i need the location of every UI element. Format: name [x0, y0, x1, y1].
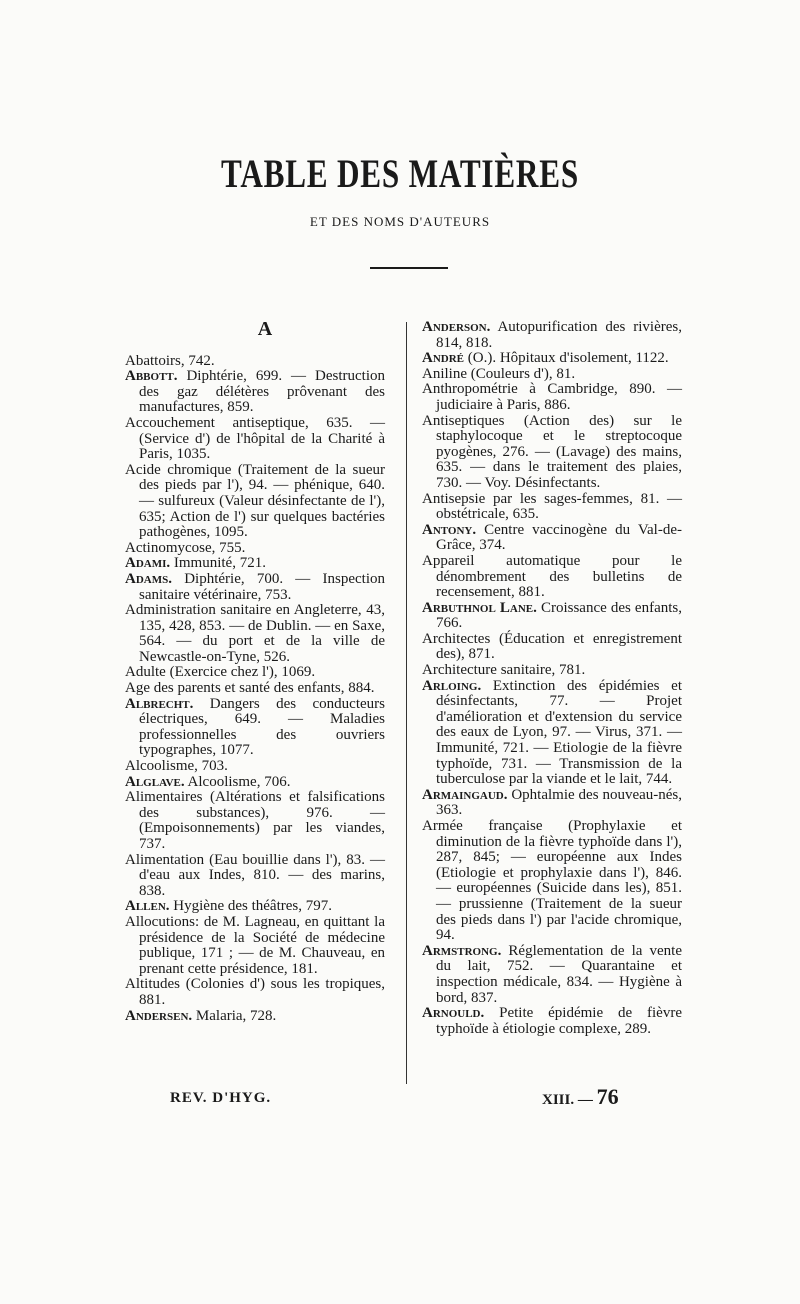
- right-column: [422, 320, 682, 1037]
- entry-author: Arloing.: [422, 677, 482, 694]
- footer-volume: XIII. —: [542, 1092, 593, 1108]
- entry-text: Armée française (Prophylaxie et diminution de la fièvre typhoïde dans l'), 287, 845; — européenne aux Indes (Etiologie et prophylaxie dans l'), 846. — européennes (Suicide dans les), 851. — prussienne (Traitement de la sueur des pieds dans l') par l'acide chromique, 94.: [422, 818, 682, 944]
- entry-author: Allen.: [125, 898, 170, 915]
- entry-text: Alimentation (Eau bouillie dans l'), 83. — d'eau aux Indes, 810. — des marins, 838.: [125, 851, 385, 899]
- index-entry: [422, 819, 682, 944]
- entry-text: Administration sanitaire en Angleterre, 43, 135, 428, 853. — de Dublin. — en Saxe, 564. — du port et de la ville de Newcastle-on-Tyne, 526.: [125, 602, 385, 665]
- entry-text: Antiseptiques (Action des) sur le staphylocoque et le streptocoque pyogènes, 276. — (Lavage) des mains, 635. — dans le traitement des plaies, 730. — Voy. Désinfectants.: [422, 412, 682, 491]
- entry-author: Alglave.: [125, 773, 185, 790]
- entry-author: Arbuthnol Lane.: [422, 599, 537, 616]
- entry-author: Antony.: [422, 521, 477, 538]
- index-entry: [125, 853, 385, 900]
- index-entry: [422, 632, 682, 663]
- entry-text: Abattoirs, 742.: [125, 352, 215, 369]
- entry-text: Réglementation de la vente du lait, 752. — Quarantaine et inspection médicale, 834. — Hygiène à bord, 837.: [436, 942, 682, 1006]
- index-entry: [422, 367, 682, 383]
- index-entry: [422, 351, 682, 367]
- index-entry: [125, 354, 385, 370]
- index-entry: [125, 1009, 385, 1025]
- entry-text: Architectes (Éducation et enregistrement des), 871.: [422, 630, 682, 663]
- index-entry: [125, 775, 385, 791]
- entry-text: Alcoolisme, 706.: [184, 773, 291, 790]
- title-rule: [370, 267, 448, 269]
- index-entry: [125, 681, 385, 697]
- left-column: [125, 320, 385, 1024]
- section-letter: A: [257, 318, 273, 340]
- index-entry: [422, 788, 682, 819]
- index-entry: [422, 492, 682, 523]
- entry-author: Andersen.: [125, 1007, 193, 1024]
- footer-page-number: 76: [596, 1084, 619, 1109]
- entry-text: Actinomycose, 755.: [125, 539, 246, 556]
- entry-text: Hygiène des théâtres, 797.: [169, 898, 332, 915]
- entry-author: Anderson.: [422, 319, 491, 335]
- entry-text: Diphtérie, 700. — Inspection sanitaire vétérinaire, 753.: [139, 570, 385, 603]
- entry-author: Armstrong.: [422, 942, 502, 959]
- entry-text: Petite épidémie de fièvre typhoïde à étiologie complexe, 289.: [436, 1005, 682, 1037]
- entry-text: Aniline (Couleurs d'), 81.: [422, 365, 576, 382]
- entry-text: Allocutions: de M. Lagneau, en quittant la présidence de la Société de médecine publique, 171 ; — de M. Chauveau, en prenant cette présidence, 181.: [125, 913, 385, 977]
- entry-author: Adams.: [125, 570, 172, 587]
- index-entry: [125, 899, 385, 915]
- index-entry: [422, 320, 682, 351]
- entry-text: Dangers des conducteurs électriques, 649. — Maladies professionnelles des ouvriers typographes, 1077.: [139, 695, 385, 759]
- entry-text: Alcoolisme, 703.: [125, 758, 228, 775]
- entry-text: Centre vaccinogène du Val-de-Grâce, 374.: [436, 521, 682, 554]
- index-entry: [422, 382, 682, 413]
- index-entry: [125, 665, 385, 681]
- page-title: TABLE DES MATIÈRES: [221, 151, 579, 196]
- index-entry: [422, 601, 682, 632]
- index-entry: [125, 977, 385, 1008]
- index-entry: [125, 416, 385, 463]
- index-entry: [422, 554, 682, 601]
- entry-text: (O.). Hôpitaux d'isolement, 1122.: [464, 350, 669, 367]
- column-divider: [406, 322, 407, 1084]
- footer-page: [542, 1084, 619, 1110]
- page-subtitle: ET DES NOMS D'AUTEURS: [309, 214, 491, 229]
- entry-text: Ophtalmie des nouveau-nés, 363.: [436, 786, 682, 819]
- index-entry: [422, 414, 682, 492]
- entry-text: Extinction des épidémies et désinfectants, 77. — Projet d'amélioration et d'extension du service des eaux de Lyon, 97. — Virus, 371. — Immunité, 721. — Etiologie de la fièvre typhoïde, 731. — Transmission de la tuberculose par la viande et le lait, 744.: [436, 677, 682, 788]
- index-entry: [125, 369, 385, 416]
- entry-text: Alimentaires (Altérations et falsifications des substances), 976. — (Empoisonnements) par les viandes, 737.: [125, 789, 385, 852]
- entry-text: Adulte (Exercice chez l'), 1069.: [125, 664, 316, 681]
- footer-journal: REV. D'HYG.: [170, 1090, 272, 1106]
- entry-text: Antisepsie par les sages-femmes, 81. — obstétricale, 635.: [422, 490, 682, 523]
- entry-text: Anthropométrie à Cambridge, 890. — judiciaire à Paris, 886.: [422, 381, 682, 413]
- index-entry: [125, 572, 385, 603]
- entry-text: Acide chromique (Traitement de la sueur des pieds par l'), 94. — phénique, 640. — sulfureux (Valeur désinfectante de l'), 635; Action de l') sur quelques bactéries pathogènes, 1095.: [125, 461, 385, 541]
- entry-text: Accouchement antiseptique, 635. — (Service d') de l'hôpital de la Charité à Paris, 1035.: [125, 414, 385, 463]
- entry-text: Age des parents et santé des enfants, 884.: [125, 680, 375, 697]
- entry-text: Diphtérie, 699. — Destruction des gaz délétères prôvenant des manufactures, 859.: [139, 368, 385, 416]
- right-entries: [422, 320, 682, 1037]
- entry-text: Altitudes (Colonies d') sous les tropiques, 881.: [125, 976, 385, 1008]
- entry-author: Arnould.: [422, 1005, 485, 1022]
- left-entries: [125, 354, 385, 1025]
- index-entry: [125, 759, 385, 775]
- index-entry: [422, 663, 682, 679]
- index-entry: [125, 463, 385, 541]
- entry-text: Croissance des enfants, 766.: [436, 599, 682, 632]
- index-entry: [125, 697, 385, 759]
- index-entry: [125, 556, 385, 572]
- entry-text: Appareil automatique pour le dénombrement des bulletins de recensement, 881.: [422, 552, 682, 601]
- entry-text: Immunité, 721.: [170, 555, 266, 572]
- index-entry: [422, 944, 682, 1006]
- entry-author: Armaingaud.: [422, 786, 508, 803]
- index-entry: [125, 541, 385, 557]
- index-entry: [422, 523, 682, 554]
- entry-text: Malaria, 728.: [192, 1007, 277, 1024]
- entry-text: Autopurification des rivières, 814, 818.: [436, 319, 682, 351]
- entry-author: Adami.: [125, 555, 171, 572]
- index-entry: [422, 1006, 682, 1037]
- entry-author: Albrecht.: [125, 695, 194, 712]
- index-entry: [125, 603, 385, 665]
- entry-author: Abbott.: [125, 368, 178, 385]
- entry-text: Architecture sanitaire, 781.: [422, 662, 586, 679]
- index-entry: [422, 679, 682, 788]
- index-entry: [125, 915, 385, 977]
- index-entry: [125, 790, 385, 852]
- entry-author: André: [422, 350, 465, 367]
